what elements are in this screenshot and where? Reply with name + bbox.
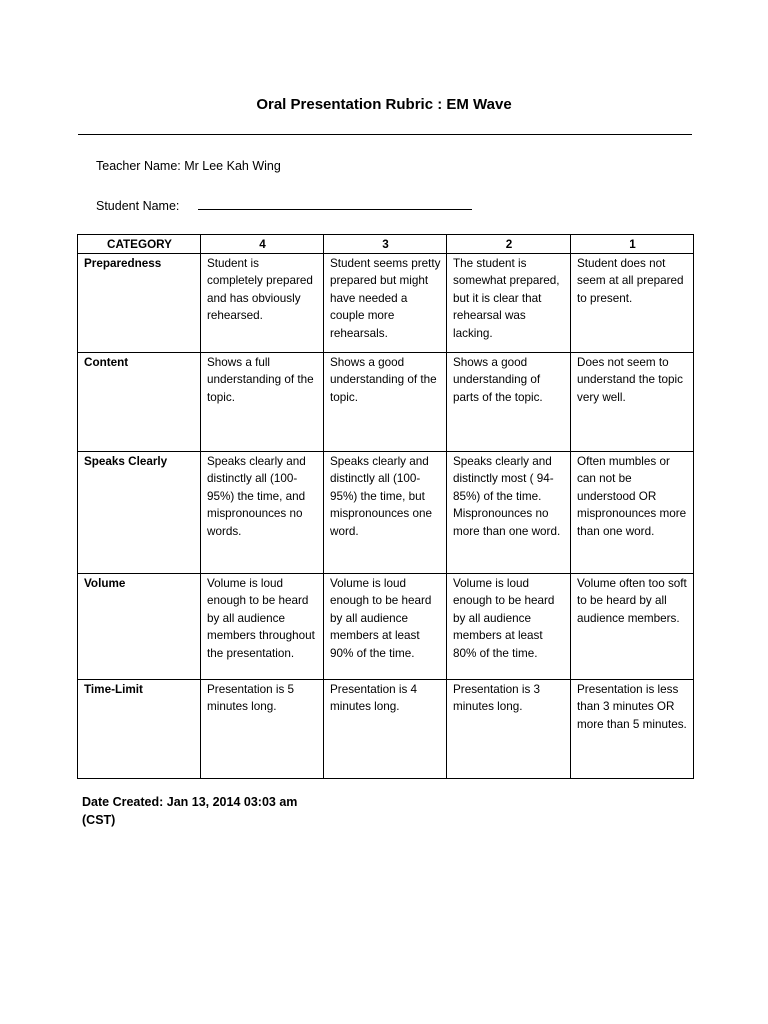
rubric-cell: Speaks clearly and distinctly all (100-95%) the time, and mispronounces no words.: [201, 452, 324, 574]
rubric-table: [77, 234, 694, 779]
rubric-cell: Volume is loud enough to be heard by all audience members throughout the presentation.: [201, 574, 324, 680]
student-name-row: [96, 197, 472, 213]
rubric-cell: Shows a good understanding of the topic.: [324, 353, 447, 452]
rubric-cell: Does not seem to understand the topic very well.: [571, 353, 694, 452]
table-header-row: [78, 235, 694, 254]
teacher-name: Teacher Name: Mr Lee Kah Wing: [96, 159, 281, 173]
header-score-3: 3: [324, 235, 447, 254]
rubric-cell: Speaks clearly and distinctly most ( 94-85%) of the time. Mispronounces no more than one word.: [447, 452, 571, 574]
header-category: CATEGORY: [78, 235, 201, 254]
header-score-2: 2: [447, 235, 571, 254]
rubric-cell: Student does not seem at all prepared to present.: [571, 254, 694, 353]
rubric-cell: Shows a full understanding of the topic.: [201, 353, 324, 452]
rubric-cell: Volume is loud enough to be heard by all audience members at least 90% of the time.: [324, 574, 447, 680]
rubric-cell: Volume is loud enough to be heard by all audience members at least 80% of the time.: [447, 574, 571, 680]
date-created: Date Created: Jan 13, 2014 03:03 am (CST): [82, 795, 298, 827]
rubric-cell: Presentation is less than 3 minutes OR more than 5 minutes.: [571, 680, 694, 779]
row-category: Time-Limit: [78, 680, 201, 779]
student-name-blank[interactable]: [198, 197, 472, 210]
rubric-cell: Presentation is 5 minutes long.: [201, 680, 324, 779]
table-row: [78, 254, 694, 353]
rubric-cell: Speaks clearly and distinctly all (100-95%) the time, but mispronounces one word.: [324, 452, 447, 574]
rubric-cell: Presentation is 3 minutes long.: [447, 680, 571, 779]
rubric-cell: Shows a good understanding of parts of the topic.: [447, 353, 571, 452]
row-category: Speaks Clearly: [78, 452, 201, 574]
rubric-cell: Presentation is 4 minutes long.: [324, 680, 447, 779]
row-category: Content: [78, 353, 201, 452]
page-title: Oral Presentation Rubric : EM Wave: [256, 96, 512, 113]
table-row: [78, 680, 694, 779]
header-score-1: 1: [571, 235, 694, 254]
rubric-cell: Often mumbles or can not be understood OR mispronounces more than one word.: [571, 452, 694, 574]
row-category: Preparedness: [78, 254, 201, 353]
table-row: [78, 452, 694, 574]
title-divider: [78, 134, 692, 135]
rubric-cell: Student seems pretty prepared but might have needed a couple more rehearsals.: [324, 254, 447, 353]
rubric-cell: Volume often too soft to be heard by all audience members.: [571, 574, 694, 680]
row-category: Volume: [78, 574, 201, 680]
rubric-cell: Student is completely prepared and has obviously rehearsed.: [201, 254, 324, 353]
rubric-cell: The student is somewhat prepared, but it is clear that rehearsal was lacking.: [447, 254, 571, 353]
student-name-label: Student Name:: [96, 199, 180, 213]
table-row: [78, 353, 694, 452]
header-score-4: 4: [201, 235, 324, 254]
table-row: [78, 574, 694, 680]
